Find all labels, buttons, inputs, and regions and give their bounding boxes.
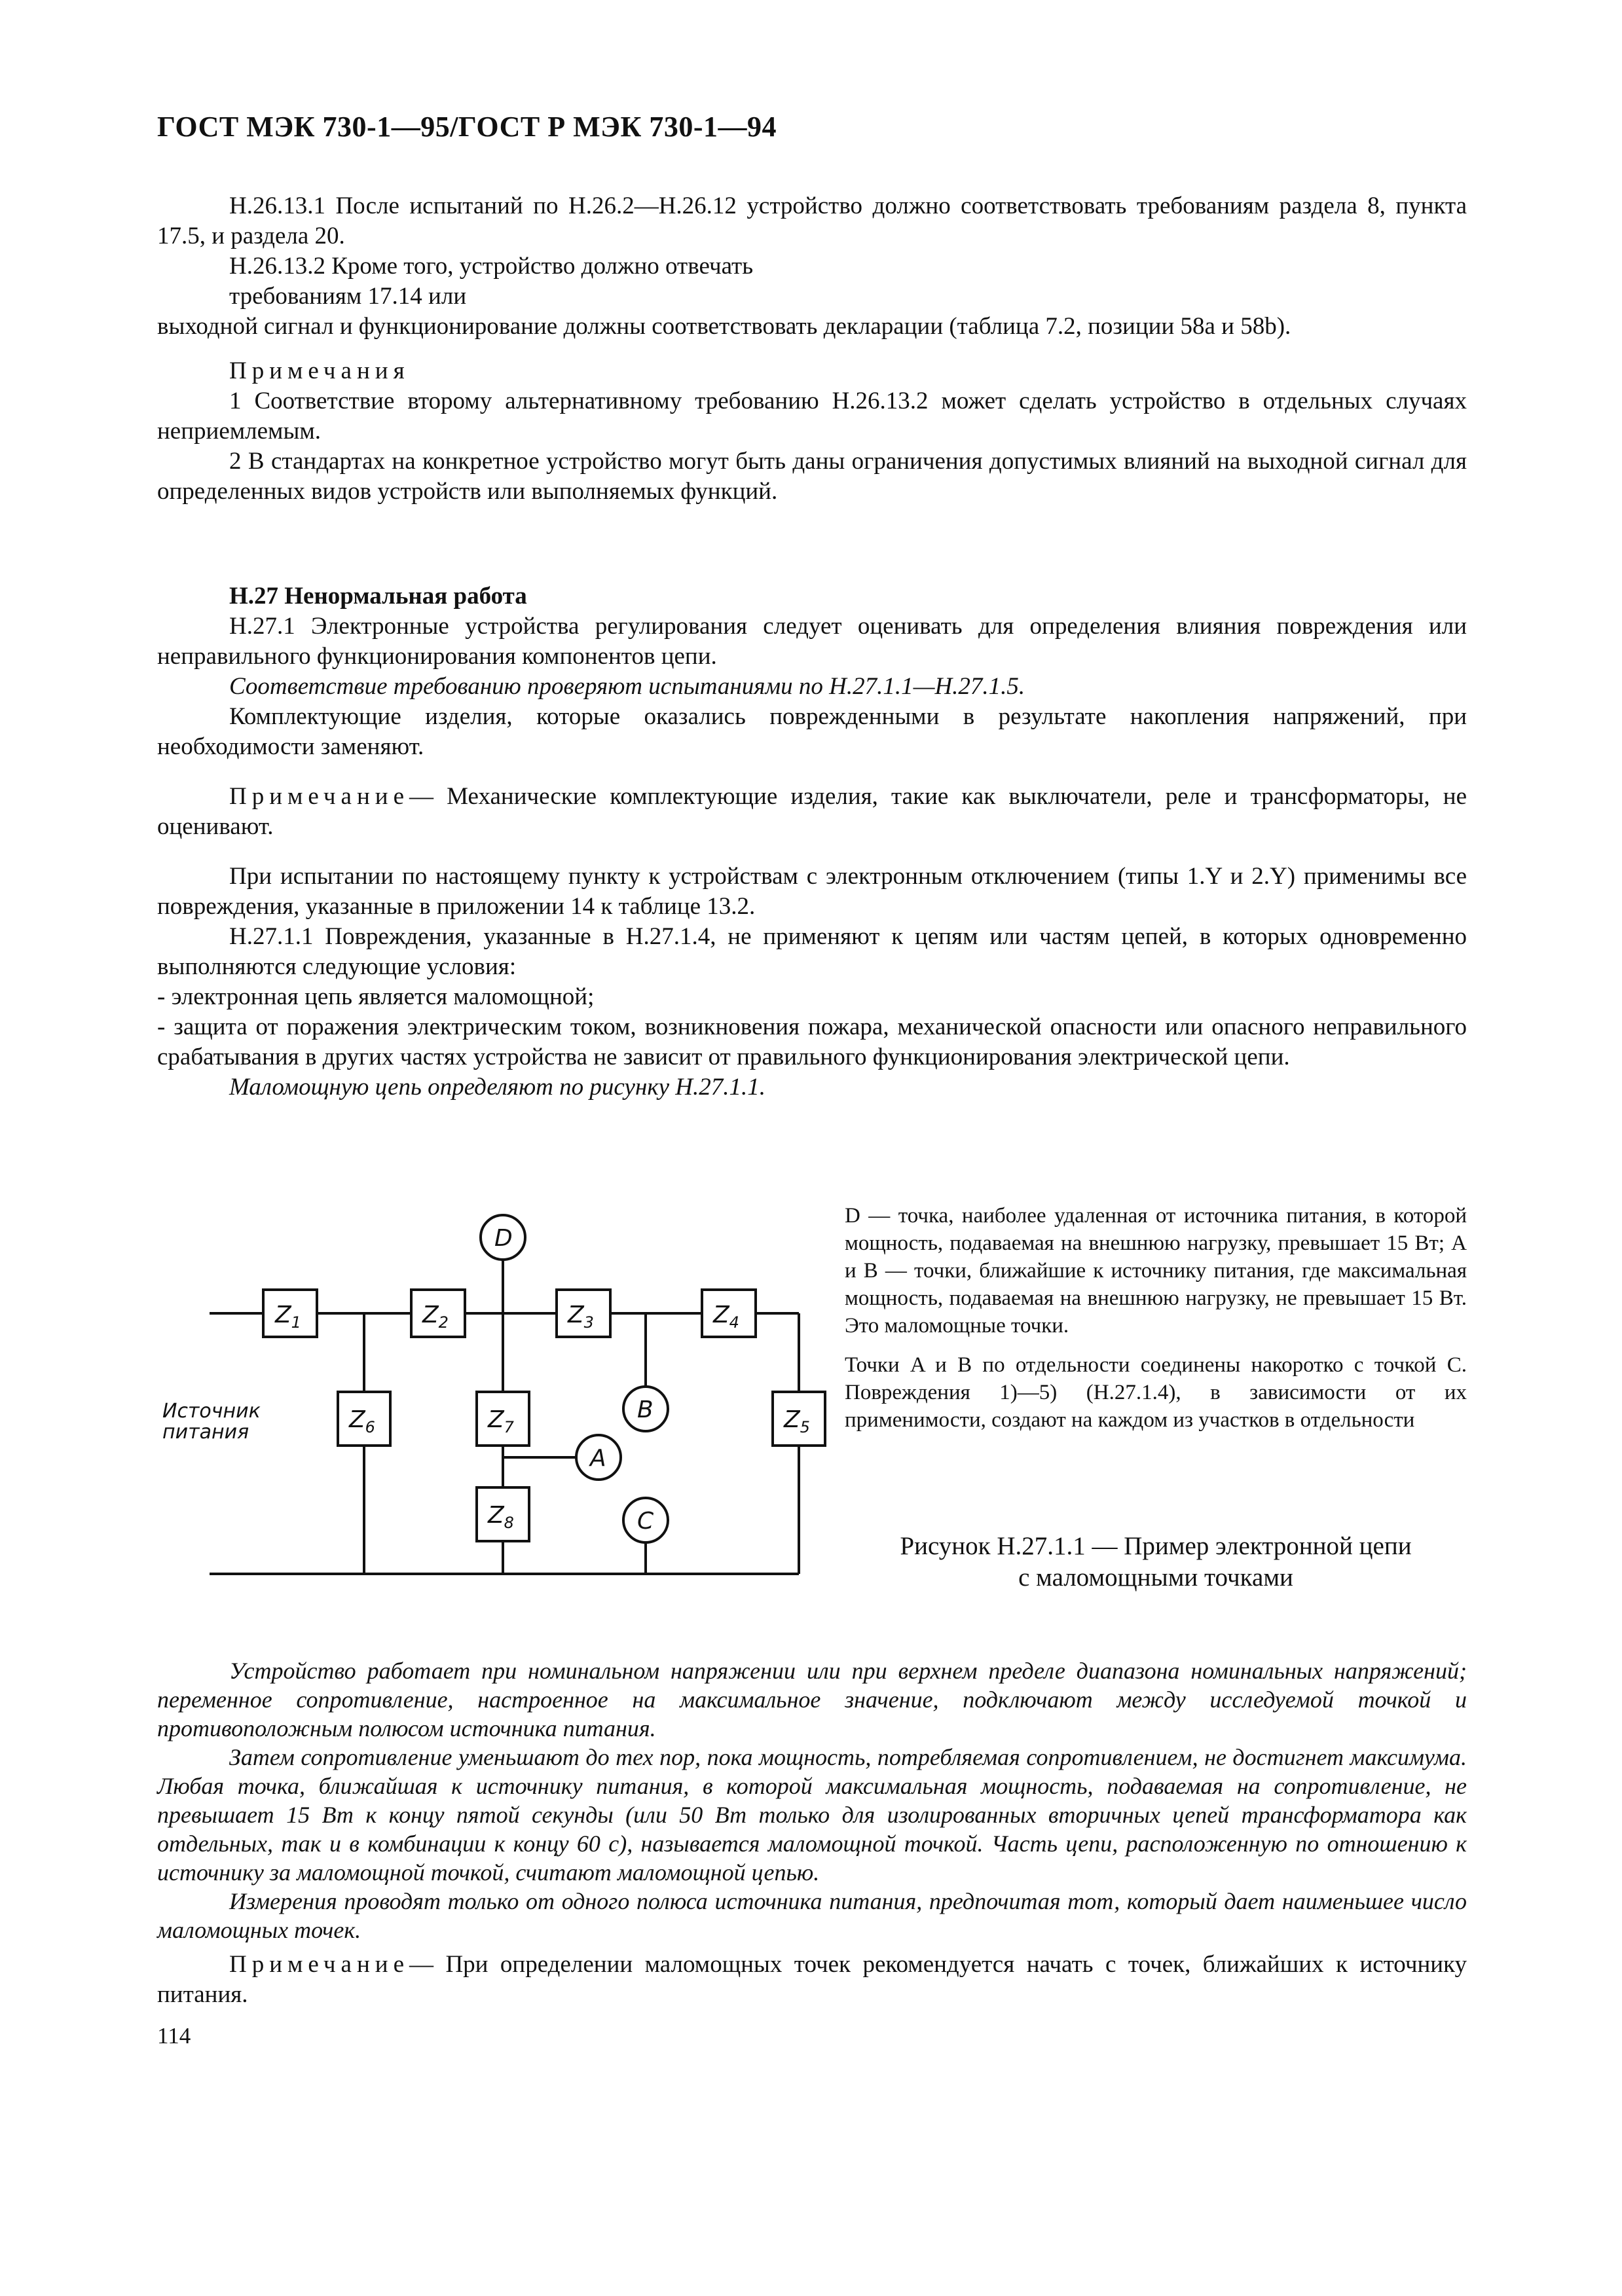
label-z7: $Z_7$	[488, 1406, 514, 1436]
notes-heading: Примечания	[229, 357, 410, 384]
figure-title-line2: с маломощными точками	[1018, 1563, 1293, 1592]
document-header: ГОСТ МЭК 730-1—95/ГОСТ Р МЭК 730-1—94	[157, 111, 777, 143]
note-low-power-points	[157, 1950, 1467, 2010]
paragraph-measurements: Измерения проводят только от одного полюса источника питания, предпочитая тот, который дает наименьшее число маломощных точек.	[157, 1888, 1467, 1943]
bottom-note	[157, 1950, 1467, 2010]
label-point-d: D	[494, 1225, 513, 1252]
figure-title-line1: Рисунок Н.27.1.1 — Пример электронной цепи	[900, 1532, 1412, 1560]
label-z4: $Z_4$	[713, 1302, 739, 1332]
figure-desc-1: D — точка, наиболее удаленная от источника питания, в которой мощность, подаваемая на внешнюю нагрузку, превышает 15 Вт; A и B — точки, ближайшие к источнику питания, где максимальная мощность, подаваемая на внешнюю нагрузку, не превышает 15 Вт. Это маломощные точки.	[845, 1204, 1467, 1338]
note-1: 1 Соответствие второму альтернативному требованию Н.26.13.2 может сделать устройство в отдельных случаях неприемлемым.	[157, 388, 1467, 445]
label-z8: $Z_8$	[488, 1502, 514, 1532]
paragraph-resistance: Затем сопротивление уменьшают до тех пор, пока мощность, потребляемая сопротивлением, не достигнет максимума. Любая точка, ближайшая к источнику питания, в которой максимальная мощность, подаваемая на сопротивление, не превышает 15 Вт к концу пятой секунды (или 50 Вт только для изолированных вторичных цепей трансформатора как отдельных, так и в комбинации к концу 60 с), называется маломощной точкой. Часть цепи, расположенную по отношению к источнику за маломощной точкой, считают маломощной цепью.	[157, 1744, 1467, 1886]
note-2: 2 В стандартах на конкретное устройство могут быть даны ограничения допустимых влияний на выходной сигнал для определенных видов устройств или выполняемых функций.	[157, 448, 1467, 505]
paragraph-h27-1-1: Н.27.1.1 Повреждения, указанные в Н.27.1.4, не применяют к цепям или частям цепей, в которых одновременно выполняются следующие условия:	[157, 923, 1467, 980]
section-heading: Н.27 Ненормальная работа	[229, 583, 527, 610]
note-text: — Механические комплектующие изделия, такие как выключатели, реле и трансформаторы, не оценивают.	[157, 783, 1467, 840]
label-point-a: A	[590, 1445, 606, 1472]
bottom-note-text: — При определении маломощных точек рекомендуется начать с точек, ближайших к источнику питания.	[157, 1951, 1467, 2008]
paragraph-low-power-definition: Маломощную цепь определяют по рисунку Н.27.1.1.	[229, 1074, 766, 1101]
list-item-1: - электронная цепь является маломощной;	[157, 983, 595, 1010]
paragraph-components: Комплектующие изделия, которые оказались поврежденными в результате накопления напряжений, при необходимости заменяют.	[157, 703, 1467, 760]
label-z2: $Z_2$	[422, 1302, 449, 1332]
paragraph-electronic-disconnect: При испытании по настоящему пункту к устройствам с электронным отключением (типы 1.Y и 2.Y) применимы все повреждения, указанные в приложении 14 к таблице 13.2.	[157, 863, 1467, 920]
paragraph-h26-13-1: Н.26.13.1 После испытаний по Н.26.2—Н.26.12 устройство должно соответствовать требованиям раздела 8, пункта 17.5, и раздела 20.	[157, 192, 1467, 249]
label-point-b: B	[637, 1396, 654, 1423]
label-z5: $Z_5$	[784, 1406, 810, 1436]
bottom-note-label: Примечание	[229, 1951, 409, 1978]
label-source-line1: Источник	[162, 1400, 261, 1423]
paragraph-h27-1: Н.27.1 Электронные устройства регулирования следует оценивать для определения влияния повреждения или неправильного функционирования компонентов цепи.	[157, 613, 1467, 670]
paragraph-requirement-17-14: требованиям 17.14 или	[229, 283, 467, 310]
label-source-line2: питания	[162, 1421, 249, 1444]
paragraph-test-method: Устройство работает при номинальном напряжении или при верхнем пределе диапазона номинальных напряжений; переменное сопротивление, настроенное на максимальное значение, подключают между исследуемой точкой и противоположным полюсом источника питания.	[157, 1658, 1467, 1741]
paragraph-compliance: Соответствие требованию проверяют испытаниями по Н.27.1.1—Н.27.1.5.	[229, 673, 1025, 700]
label-z1: $Z_1$	[275, 1302, 301, 1332]
label-point-c: C	[637, 1508, 654, 1535]
figure-description	[845, 1202, 1467, 1434]
paragraph-h26-13-2: Н.26.13.2 Кроме того, устройство должно отвечать	[229, 253, 754, 280]
bottom-section	[157, 1656, 1467, 1944]
paragraph-output-signal: выходной сигнал и функционирование должны соответствовать декларации (таблица 7.2, позиции 58а и 58b).	[157, 313, 1291, 340]
label-z6: $Z_6$	[349, 1406, 375, 1436]
label-z3: $Z_3$	[568, 1302, 594, 1332]
figure-desc-2: Точки A и B по отдельности соединены накоротко с точкой C. Повреждения 1)—5) (Н.27.1.4), в зависимости от их применимости, создают на каждом из участков в отдельности	[845, 1353, 1467, 1432]
page-number: 114	[157, 2023, 191, 2049]
note-label: Примечание	[229, 783, 409, 810]
figure-title	[845, 1531, 1467, 1594]
list-item-2: - защита от поражения электрическим током, возникновения пожара, механической опасности или опасного неправильного срабатывания в других частях устройства не зависит от правильного функционирования электрической цепи.	[157, 1013, 1467, 1070]
